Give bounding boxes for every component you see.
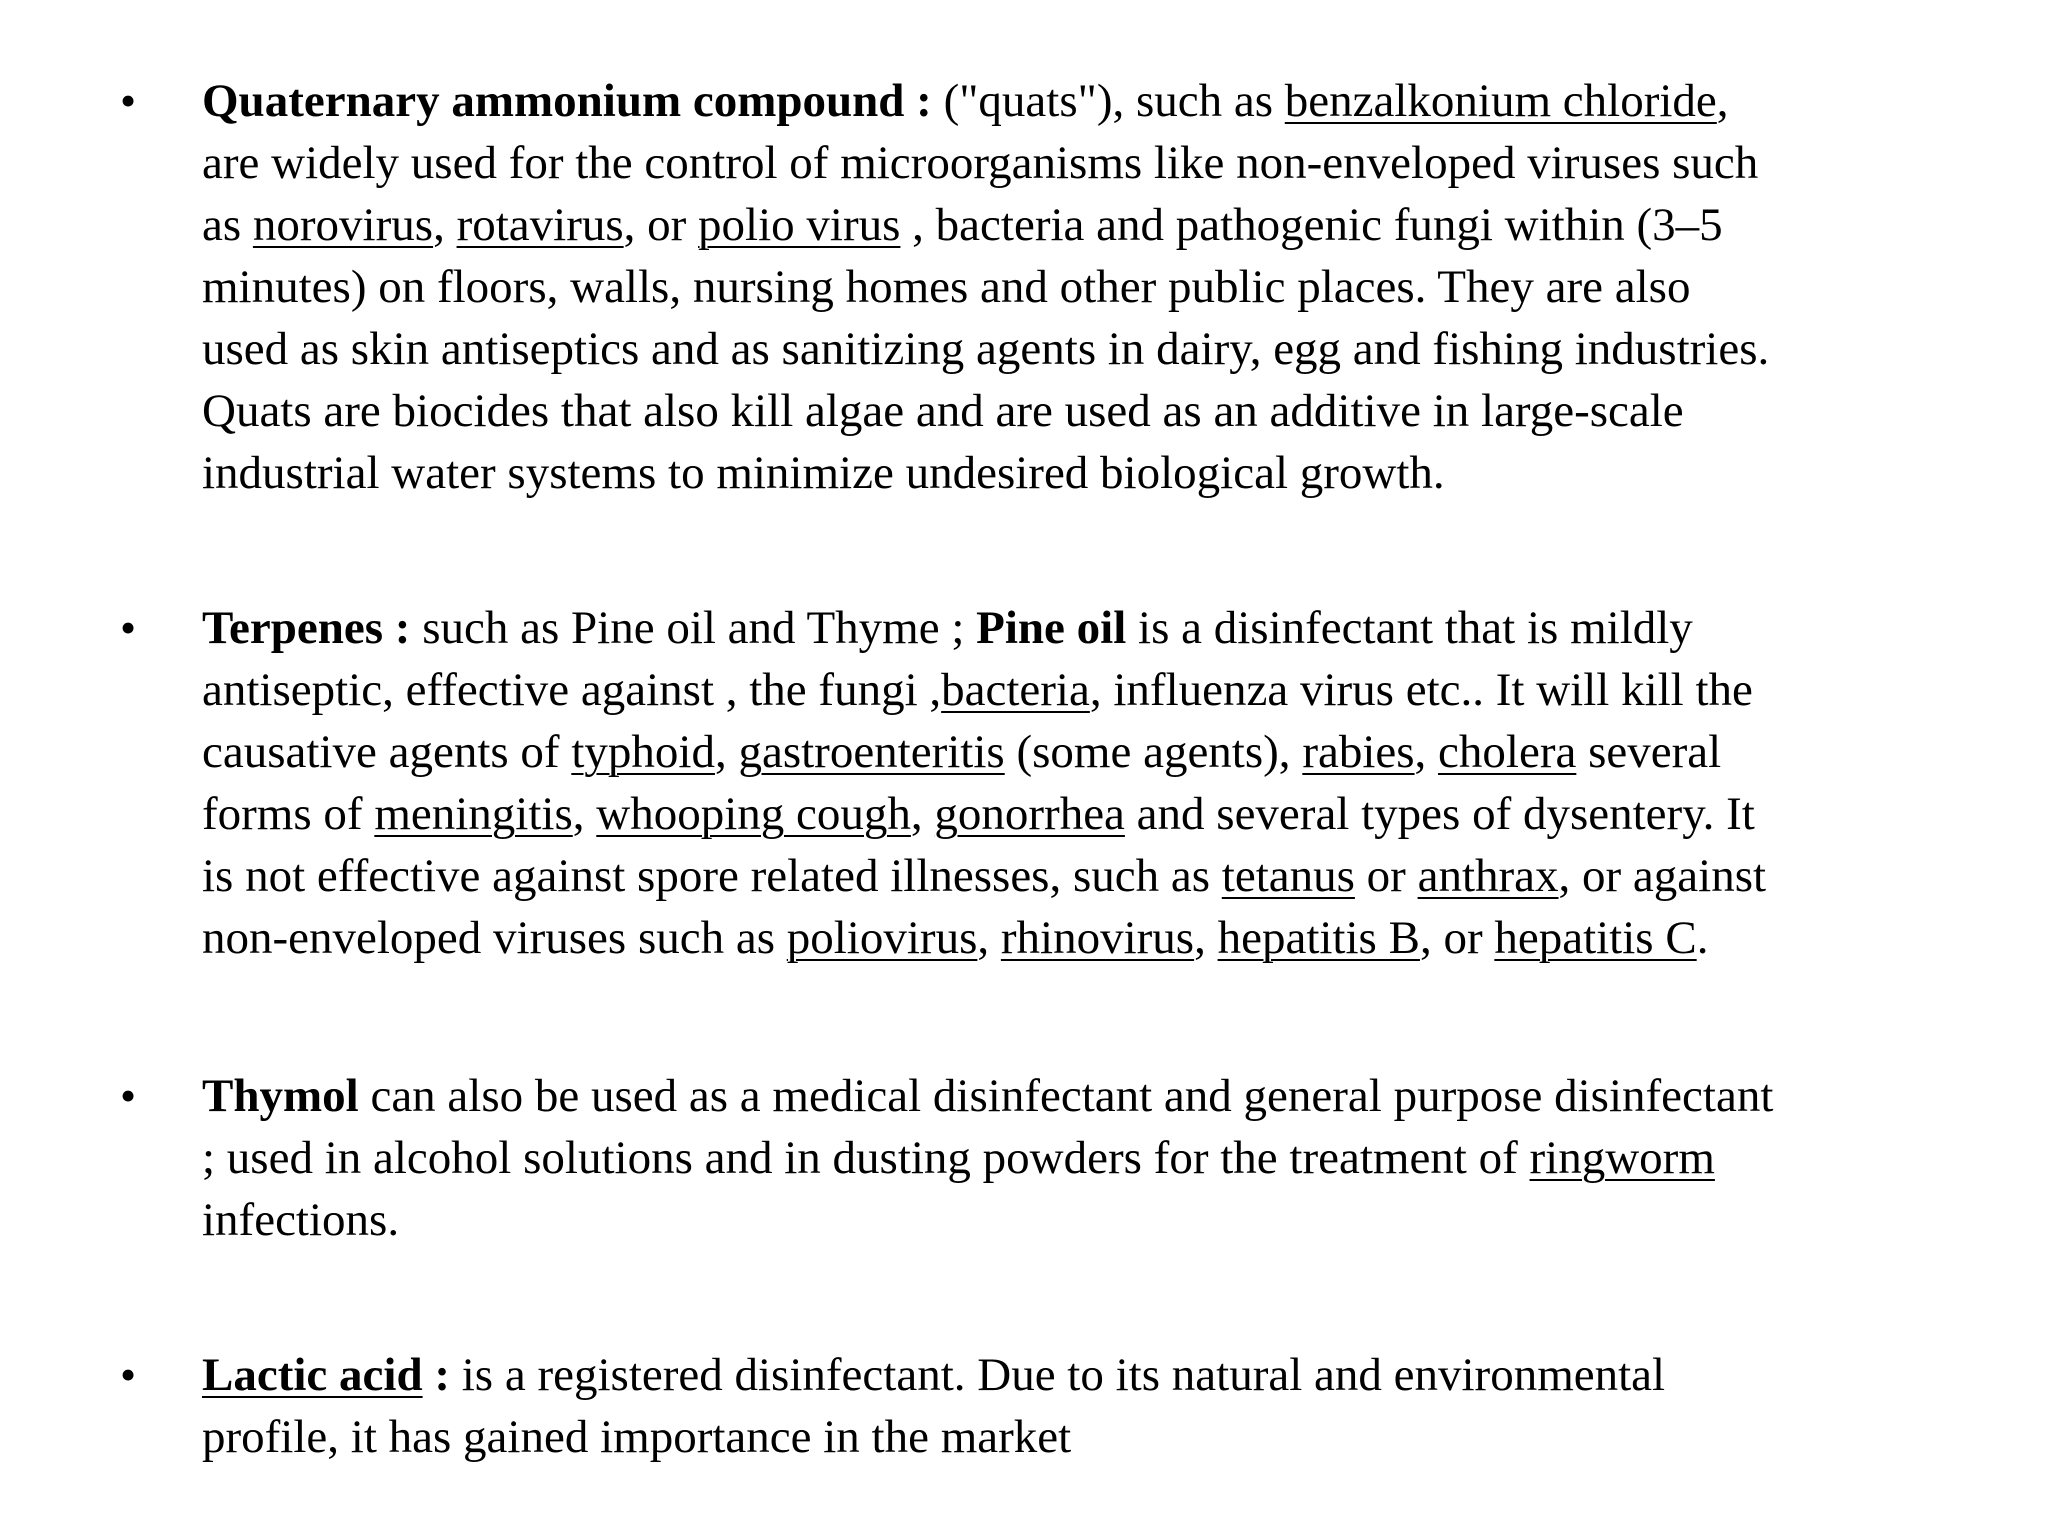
- bullet-dot: •: [120, 75, 137, 126]
- term-link: rabies: [1302, 726, 1415, 778]
- term-link: rhinovirus: [1000, 912, 1195, 964]
- text-run: profile, it has gained importance in the market: [202, 1411, 1072, 1463]
- text-line: [202, 256, 1942, 318]
- bullet-text: [202, 1065, 1942, 1251]
- bullet-text: [202, 1344, 1942, 1468]
- term-link: polio virus: [698, 199, 901, 251]
- term-link: ringworm: [1529, 1132, 1715, 1184]
- text-run: is a disinfectant that is mildly: [1126, 602, 1693, 654]
- text-line: [202, 442, 1942, 504]
- text-run: ,: [977, 912, 1001, 964]
- term-link: cholera: [1438, 726, 1577, 778]
- text-run: and several types of dysentery. It: [1124, 788, 1755, 840]
- text-run: ,: [1194, 912, 1218, 964]
- term-link: meningitis: [374, 788, 573, 840]
- text-run: ,: [1716, 75, 1729, 127]
- bold-term: Thymol: [202, 1070, 359, 1122]
- text-run: , or: [1419, 912, 1495, 964]
- bold-term: :: [422, 1349, 450, 1401]
- term-link: bacteria: [941, 664, 1090, 716]
- text-run: is a registered disinfectant. Due to its natural and environmental: [450, 1349, 1666, 1401]
- text-line: [202, 845, 1942, 907]
- text-line: [202, 1406, 1942, 1468]
- text-run: as: [202, 199, 253, 251]
- bold-term: Quaternary ammonium compound :: [202, 75, 932, 127]
- text-run: such as Pine oil and Thyme ;: [410, 602, 977, 654]
- text-run: ,: [1414, 726, 1439, 778]
- term-link: gonorrhea: [934, 788, 1125, 840]
- text-run: are widely used for the control of microorganisms like non-enveloped viruses such: [202, 137, 1759, 189]
- text-run: infections.: [202, 1194, 400, 1246]
- bold-term: Terpenes :: [202, 602, 411, 654]
- bullet-text: [202, 70, 1942, 504]
- bullet-dot: •: [120, 1349, 137, 1400]
- term-link: poliovirus: [786, 912, 978, 964]
- text-line: [202, 597, 1942, 659]
- text-run: ,: [433, 199, 457, 251]
- text-run: is not effective against spore related illnesses, such as: [202, 850, 1222, 902]
- term-link: norovirus: [252, 199, 434, 251]
- bullet-dot: •: [120, 1070, 137, 1121]
- text-line: [202, 380, 1942, 442]
- text-run: (some agents),: [1004, 726, 1303, 778]
- text-run: non-enveloped viruses such as: [202, 912, 787, 964]
- text-run: , influenza virus etc.. It will kill the: [1089, 664, 1753, 716]
- term-link: gastroenteritis: [738, 726, 1005, 778]
- text-run: .: [1696, 912, 1709, 964]
- text-run: can also be used as a medical disinfectant and general purpose disinfectant: [358, 1070, 1774, 1122]
- text-run: ; used in alcohol solutions and in dusting powders for the treatment of: [202, 1132, 1530, 1184]
- term-link: tetanus: [1221, 850, 1355, 902]
- text-line: [202, 318, 1942, 380]
- text-run: forms of: [202, 788, 375, 840]
- text-run: used as skin antiseptics and as sanitizing agents in dairy, egg and fishing industries.: [202, 323, 1770, 375]
- text-run: ,: [910, 788, 935, 840]
- text-line: [202, 783, 1942, 845]
- term-link: anthrax: [1417, 850, 1559, 902]
- term-link: hepatitis B: [1217, 912, 1420, 964]
- term-link: benzalkonium chloride: [1284, 75, 1717, 127]
- text-run: Quats are biocides that also kill algae and are used as an additive in large-scale: [202, 385, 1684, 437]
- text-run: causative agents of: [202, 726, 572, 778]
- text-line: [202, 194, 1942, 256]
- text-line: [202, 721, 1942, 783]
- text-run: ,: [714, 726, 739, 778]
- text-run: , bacteria and pathogenic fungi within (3–5: [900, 199, 1723, 251]
- text-line: [202, 1189, 1942, 1251]
- text-run: antiseptic, effective against , the fungi ,: [202, 664, 942, 716]
- bold-term: Pine oil: [976, 602, 1127, 654]
- text-run: ("quats"), such as: [931, 75, 1285, 127]
- text-line: [202, 132, 1942, 194]
- bullet-text: [202, 597, 1942, 969]
- term-link: whooping cough: [596, 788, 911, 840]
- text-line: [202, 1065, 1942, 1127]
- term-link: rotavirus: [456, 199, 624, 251]
- text-run: , or: [623, 199, 699, 251]
- text-line: [202, 907, 1942, 969]
- text-line: [202, 659, 1942, 721]
- bullet-dot: •: [120, 602, 137, 653]
- text-line: [202, 1127, 1942, 1189]
- term-link: Lactic acid: [202, 1349, 423, 1401]
- text-run: several: [1576, 726, 1722, 778]
- text-run: ,: [572, 788, 597, 840]
- text-run: , or against: [1558, 850, 1767, 902]
- text-run: minutes) on floors, walls, nursing homes and other public places. They are also: [202, 261, 1691, 313]
- text-line: [202, 1344, 1942, 1406]
- term-link: typhoid: [571, 726, 715, 778]
- text-line: [202, 70, 1942, 132]
- term-link: hepatitis C: [1494, 912, 1697, 964]
- text-run: industrial water systems to minimize undesired biological growth.: [202, 447, 1445, 499]
- text-run: or: [1354, 850, 1418, 902]
